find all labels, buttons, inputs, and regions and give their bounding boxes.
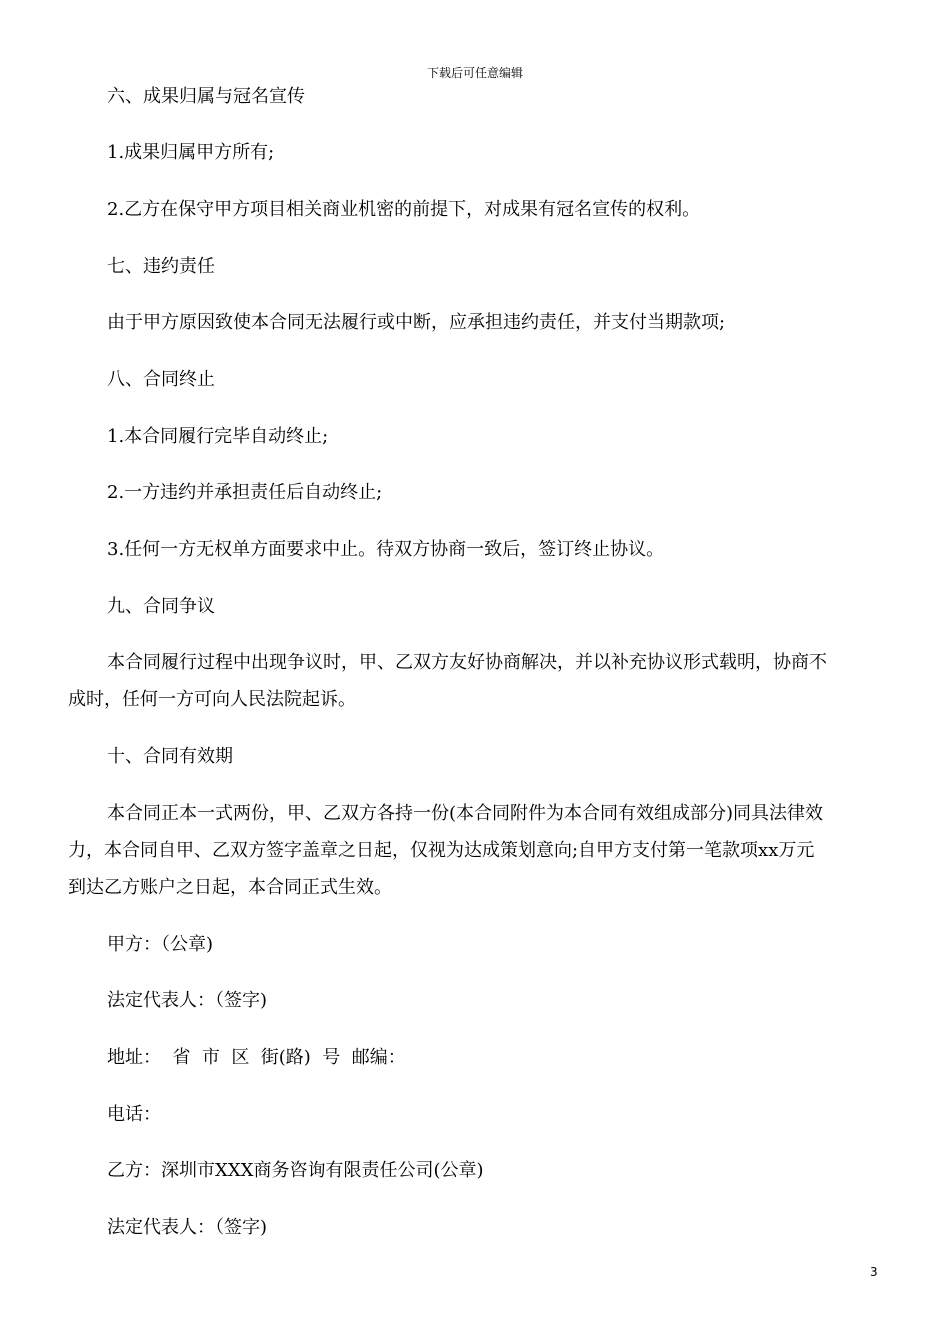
section9-body-line1: 本合同履行过程中出现争议时，甲、乙双方友好协商解决，并以补充协议形式载明，协商不 [107, 652, 827, 673]
signature-party-a: 甲方：（公章) [107, 934, 214, 955]
section6-heading: 六、成果归属与冠名宣传 [107, 86, 305, 107]
signature-party-a-representative: 法定代表人：（签字) [107, 990, 268, 1011]
signature-phone: 电话： [107, 1104, 161, 1125]
section8-item2: 2.一方违约并承担责任后自动终止; [107, 482, 383, 503]
page-number: 3 [870, 1265, 878, 1279]
section6-item2: 2.乙方在保守甲方项目相关商业机密的前提下，对成果有冠名宣传的权利。 [107, 199, 701, 220]
section9-body-line2: 成时，任何一方可向人民法院起诉。 [68, 689, 356, 710]
section8-item3: 3.任何一方无权单方面要求中止。待双方协商一致后，签订终止协议。 [107, 539, 665, 560]
signature-party-b-representative: 法定代表人：（签字) [107, 1217, 268, 1238]
section10-heading: 十、合同有效期 [107, 746, 233, 767]
section6-item1: 1.成果归属甲方所有; [107, 142, 275, 163]
section9-heading: 九、合同争议 [107, 596, 215, 617]
section10-body-line3: 到达乙方账户之日起，本合同正式生效。 [68, 877, 392, 898]
section7-body: 由于甲方原因致使本合同无法履行或中断，应承担违约责任，并支付当期款项; [107, 312, 726, 333]
section10-body-line2: 力，本合同自甲、乙双方签字盖章之日起，仅视为达成策划意向;自甲方支付第一笔款项xx万元 [68, 840, 815, 861]
signature-address: 地址： 省 市 区 街(路) 号 邮编： [107, 1047, 406, 1068]
section8-item1: 1.本合同履行完毕自动终止; [107, 426, 329, 447]
section10-body-line1: 本合同正本一式两份，甲、乙双方各持一份(本合同附件为本合同有效组成部分)同具法律效 [107, 803, 824, 824]
section8-heading: 八、合同终止 [107, 369, 215, 390]
signature-party-b: 乙方：深圳市XXX商务咨询有限责任公司(公章) [107, 1160, 484, 1181]
section7-heading: 七、违约责任 [107, 256, 215, 277]
header-note: 下载后可任意编辑 [426, 66, 523, 80]
